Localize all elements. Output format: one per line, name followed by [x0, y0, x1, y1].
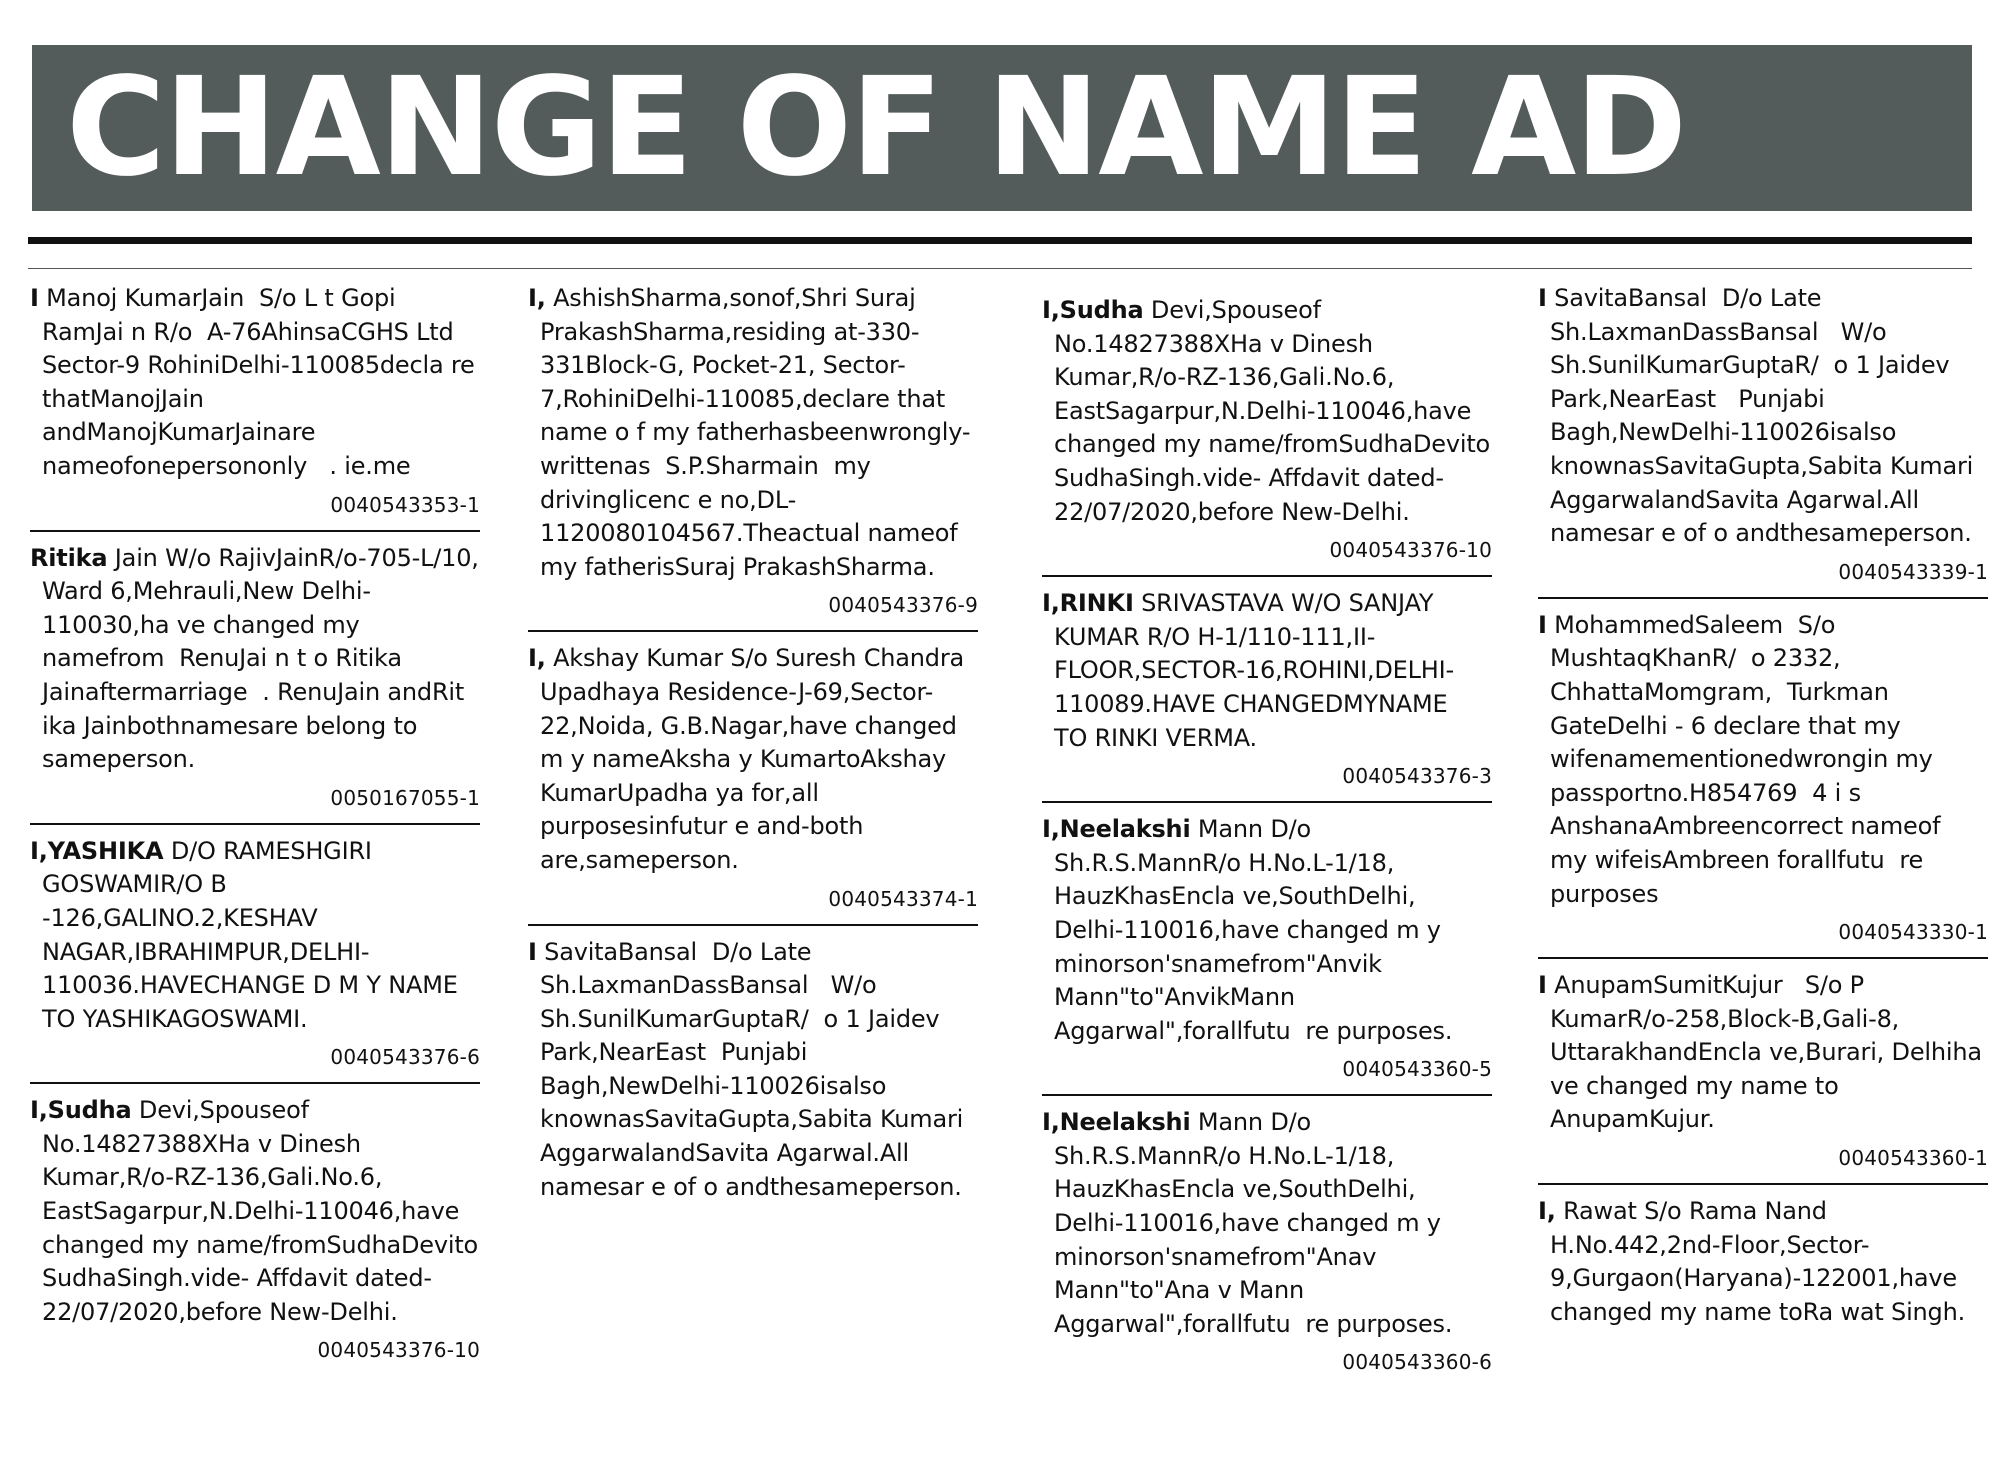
classified-ad	[1042, 294, 1498, 563]
ad-divider	[30, 1082, 480, 1084]
ad-text: AshishSharma,sonof,Shri Suraj PrakashSharma,residing at-330-331Block-G, Pocket-21, Sector-7,RohiniDelhi-110085,declare that name o f my fatherhasbeenwrongly-writtenas S.P.Sharmain my drivinglicenc e no,DL-1120080104567.Theactual nameof my fatherisSuraj PrakashSharma.	[540, 284, 973, 581]
ad-column-2	[528, 282, 978, 1204]
ad-divider	[30, 823, 480, 825]
ad-text: Rawat S/o Rama Nand H.No.442,2nd-Floor,Sector-9,Gurgaon(Haryana)-122001,have changed my name toRa wat Singh.	[1550, 1197, 1966, 1326]
ad-text: Devi,Spouseof No.14827388XHa v Dinesh Kumar,R/o-RZ-136,Gali.No.6, EastSagarpur,N.Delhi-110046,have changed my name/fromSudhaDevito SudhaSingh.vide- Affdavit dated-22/07/2020,before New-Delhi.	[1054, 296, 1498, 526]
ad-body	[1042, 813, 1492, 1048]
classified-ad	[1538, 1195, 1988, 1329]
ad-divider	[1538, 597, 1988, 599]
classified-ad	[30, 1094, 486, 1363]
ad-lead: I,Neelakshi	[1042, 1108, 1191, 1137]
classified-ad	[528, 282, 978, 618]
header-banner	[32, 45, 1972, 211]
ad-lead: I,Sudha	[1042, 296, 1144, 324]
classified-ad	[1042, 1106, 1492, 1375]
ad-body	[30, 542, 487, 777]
ad-divider	[30, 530, 480, 532]
ad-code: 0040543339-1	[1838, 559, 1988, 584]
ad-body	[1538, 1195, 1988, 1329]
ad-body	[1538, 969, 1988, 1137]
ad-column-3	[1042, 294, 1498, 1375]
header-divider-thick	[28, 237, 1972, 244]
ad-text: SavitaBansal D/o Late Sh.LaxmanDassBansal W/o Sh.SunilKumarGuptaR/ o 1 Jaidev Park,NearEast Punjabi Bagh,NewDelhi-110026isalso knownasSavitaGupta,Sabita Kumari AggarwalandSavita Agarwal.All namesar e of o andthesameperson.	[536, 937, 971, 1201]
ad-code: 0040543376-3	[1342, 764, 1492, 789]
page-title: CHANGE OF NAME AD	[66, 49, 1686, 207]
classified-ad	[1042, 587, 1492, 789]
ad-text: Devi,Spouseof No.14827388XHa v Dinesh Kumar,R/o-RZ-136,Gali.No.6, EastSagarpur,N.Delhi-110046,have changed my name/fromSudhaDevito SudhaSingh.vide- Affdavit dated-22/07/2020,before New-Delhi.	[42, 1096, 486, 1326]
ad-lead: I	[30, 284, 39, 312]
ad-body	[30, 835, 480, 1037]
classified-ad	[1538, 609, 1988, 945]
ad-divider	[528, 924, 978, 926]
ad-body	[1538, 282, 1988, 551]
ad-divider	[1042, 575, 1492, 577]
ad-lead: I,	[1538, 1197, 1556, 1226]
ad-body	[528, 282, 978, 584]
ad-column-4	[1538, 282, 1988, 1329]
ad-divider	[1042, 1094, 1492, 1096]
ad-text: Mann D/o Sh.R.S.MannR/o H.No.L-1/18, HauzKhasEncla ve,SouthDelhi, Delhi-110016,have changed m y minorson'snamefrom"Anav Mann"to"Ana v Mann Aggarwal",forallfutu re purposes.	[1054, 1108, 1453, 1338]
classified-ad	[30, 542, 487, 811]
ad-code: 0050167055-1	[330, 785, 480, 810]
ad-text: SRIVASTAVA W/O SANJAY KUMAR R/O H-1/110-111,II-FLOOR,SECTOR-16,ROHINI,DELHI-110089.HAVE CHANGEDMYNAME TO RINKI VERMA.	[1054, 589, 1470, 752]
ad-lead: I,	[528, 284, 546, 312]
classified-ad	[1538, 282, 1988, 585]
ad-code: 0040543360-5	[1342, 1057, 1492, 1082]
ad-text: AnupamSumitKujur S/o P KumarR/o-258,Block-B,Gali-8, UttarakhandEncla ve,Burari, Delhiha ve changed my name to AnupamKujur.	[1546, 971, 1990, 1134]
ad-lead: Ritika	[30, 543, 108, 572]
ad-text: Akshay Kumar S/o Suresh Chandra Upadhaya Residence-J-69,Sector-22,Noida, G.B.Nagar,have changed m y nameAksha y KumartoAkshay KumarUpadha ya for,all purposesinfutur e and-both are,sameperson.	[540, 644, 972, 874]
ad-body	[1538, 609, 1988, 911]
ad-text: D/O RAMESHGIRI GOSWAMIR/O B -126,GALINO.2,KESHAV NAGAR,IBRAHIMPUR,DELHI-110036.HAVECHANGE D M Y NAME TO YASHIKAGOSWAMI.	[42, 836, 466, 1033]
ad-text: Mann D/o Sh.R.S.MannR/o H.No.L-1/18, HauzKhasEncla ve,SouthDelhi, Delhi-110016,have changed m y minorson'snamefrom"Anvik Mann"to"AnvikMann Aggarwal",forallfutu re purposes.	[1054, 815, 1453, 1045]
ad-text: Jain W/o RajivJainR/o-705-L/10, Ward 6,Mehrauli,New Delhi-110030,ha ve changed my namefrom RenuJai n t o Ritika Jainaftermarriage . RenuJain andRit ika Jainbothnamesare belong to sameperson.	[42, 543, 487, 774]
ad-code: 0040543376-10	[1329, 538, 1492, 563]
ad-body	[528, 936, 978, 1205]
ad-divider	[1042, 801, 1492, 803]
ad-body	[528, 642, 978, 877]
ad-code: 0040543376-6	[330, 1045, 480, 1070]
classified-ad	[30, 835, 480, 1071]
ad-code: 0040543374-1	[828, 886, 978, 911]
ad-lead: I,YASHIKA	[30, 836, 164, 865]
classified-ad	[528, 642, 978, 911]
ad-text: SavitaBansal D/o Late Sh.LaxmanDassBansal W/o Sh.SunilKumarGuptaR/ o 1 Jaidev Park,NearEast Punjabi Bagh,NewDelhi-110026isalso knownasSavitaGupta,Sabita Kumari AggarwalandSavita Agarwal.All namesar e of o andthesameperson.	[1546, 284, 1981, 548]
ad-code: 0040543376-10	[317, 1338, 480, 1363]
classified-ad	[1042, 813, 1492, 1082]
ad-code: 0040543376-9	[828, 593, 978, 618]
ad-body	[1042, 1106, 1492, 1341]
ad-lead: I	[1538, 284, 1547, 312]
ad-body	[30, 1094, 486, 1329]
ad-text: MohammedSaleem S/o MushtaqKhanR/ o 2332, ChhattaMomgram, Turkman GateDelhi - 6 declare that my wifenamementionedwrongin my passportno.H854769 4 i s AnshanaAmbreencorrect nameof my wifeisAmbreen forallfutu re purposes	[1546, 610, 1956, 908]
ad-divider	[1538, 1183, 1988, 1185]
classified-ad	[528, 936, 978, 1205]
classified-ad	[30, 282, 483, 518]
ad-text: Manoj KumarJain S/o L t Gopi RamJai n R/o A-76AhinsaCGHS Ltd Sector-9 RohiniDelhi-110085decla re thatManojJain andManojKumarJainare nameofonepersononly . ie.me	[38, 284, 483, 480]
classified-ad	[1538, 969, 1988, 1171]
ad-lead: I	[1538, 610, 1547, 639]
ad-column-1	[30, 282, 487, 1363]
ad-divider	[1538, 957, 1988, 959]
ad-lead: I,	[528, 644, 546, 673]
ad-code: 0040543360-6	[1342, 1350, 1492, 1375]
ad-code: 0040543353-1	[330, 492, 480, 517]
ad-lead: I,RINKI	[1042, 589, 1134, 618]
ad-lead: I	[1538, 971, 1547, 1000]
ad-divider	[528, 630, 978, 632]
ad-body	[1042, 294, 1498, 529]
ad-body	[30, 282, 483, 484]
header-divider-thin	[28, 268, 1972, 269]
ad-lead: I	[528, 937, 537, 966]
ad-lead: I,Sudha	[30, 1096, 132, 1125]
ad-code: 0040543330-1	[1838, 920, 1988, 945]
ad-lead: I,Neelakshi	[1042, 815, 1191, 844]
ad-code: 0040543360-1	[1838, 1146, 1988, 1171]
ad-body	[1042, 587, 1492, 755]
